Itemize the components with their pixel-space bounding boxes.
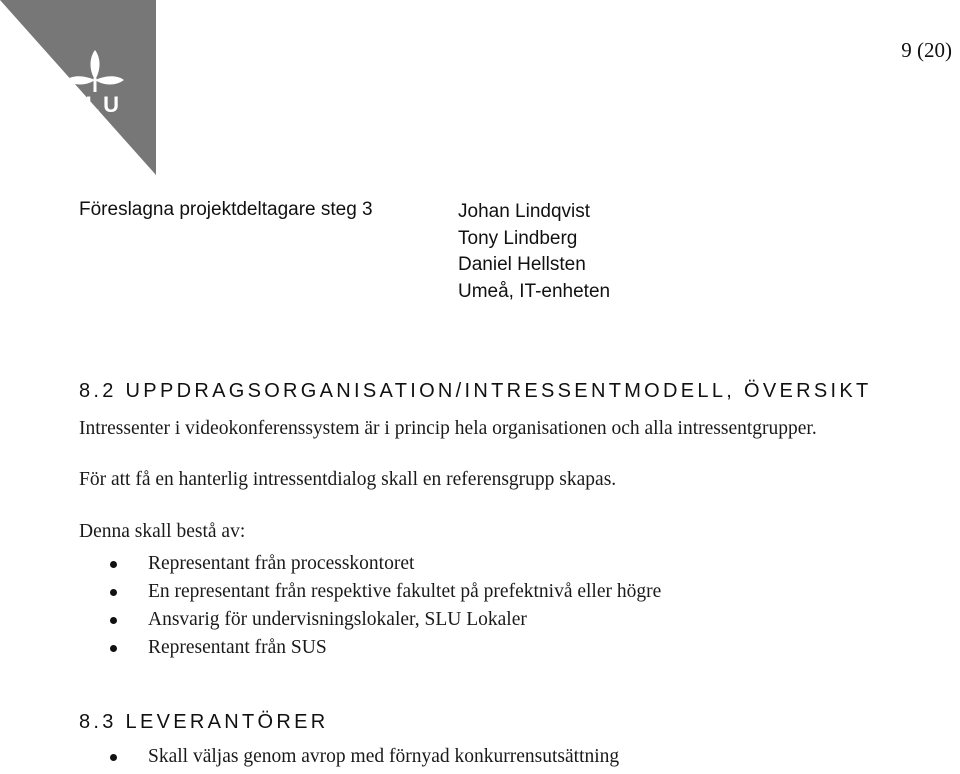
list-item: [79, 578, 661, 606]
reference-group-list: [79, 550, 661, 662]
list-item-text: En representant från respektive fakultet på prefektnivå eller högre: [148, 581, 662, 602]
bullet-icon: [110, 589, 117, 596]
list-item-text: Ansvarig för undervisningslokaler, SLU Lokaler: [148, 609, 527, 630]
supplier-list: [79, 743, 619, 771]
list-item-text: Skall väljas genom avrop med förnyad konkurrensutsättning: [148, 746, 620, 767]
participants-label: Föreslagna projektdeltagare steg 3: [79, 199, 373, 220]
participant-name: Johan Lindqvist: [458, 201, 591, 222]
list-item: [79, 550, 661, 578]
section-heading-8-2: 8.2 UPPDRAGSORGANISATION/INTRESSENTMODELL, ÖVERSIKT: [79, 380, 872, 402]
slu-logo: [0, 0, 156, 175]
list-item: [79, 743, 619, 771]
paragraph-intro: Denna skall bestå av:: [79, 521, 246, 542]
participant-name: Tony Lindberg: [458, 227, 578, 249]
list-item-text: Representant från processkontoret: [148, 553, 415, 574]
bullet-icon: [110, 617, 117, 624]
participants-list: [458, 199, 610, 305]
bullet-icon: [110, 645, 117, 652]
bullet-icon: [110, 754, 117, 761]
list-item: [79, 634, 661, 662]
svg-text:SLU: SLU: [67, 92, 123, 117]
page-number: 9 (20): [901, 38, 952, 62]
section-heading-8-3: 8.3 LEVERANTÖRER: [79, 711, 329, 733]
list-item: [79, 606, 661, 634]
paragraph-reference-group: För att få en hanterlig intressentdialog skall en referensgrupp skapas.: [79, 469, 617, 490]
participant-name: Umeå, IT-enheten: [458, 280, 611, 302]
participant-name: Daniel Hellsten: [458, 254, 586, 275]
paragraph-stakeholders: Intressenter i videokonferenssystem är i princip hela organisationen och alla intressentgrupper.: [79, 418, 817, 439]
list-item-text: Representant från SUS: [148, 637, 327, 658]
bullet-icon: [110, 561, 117, 568]
